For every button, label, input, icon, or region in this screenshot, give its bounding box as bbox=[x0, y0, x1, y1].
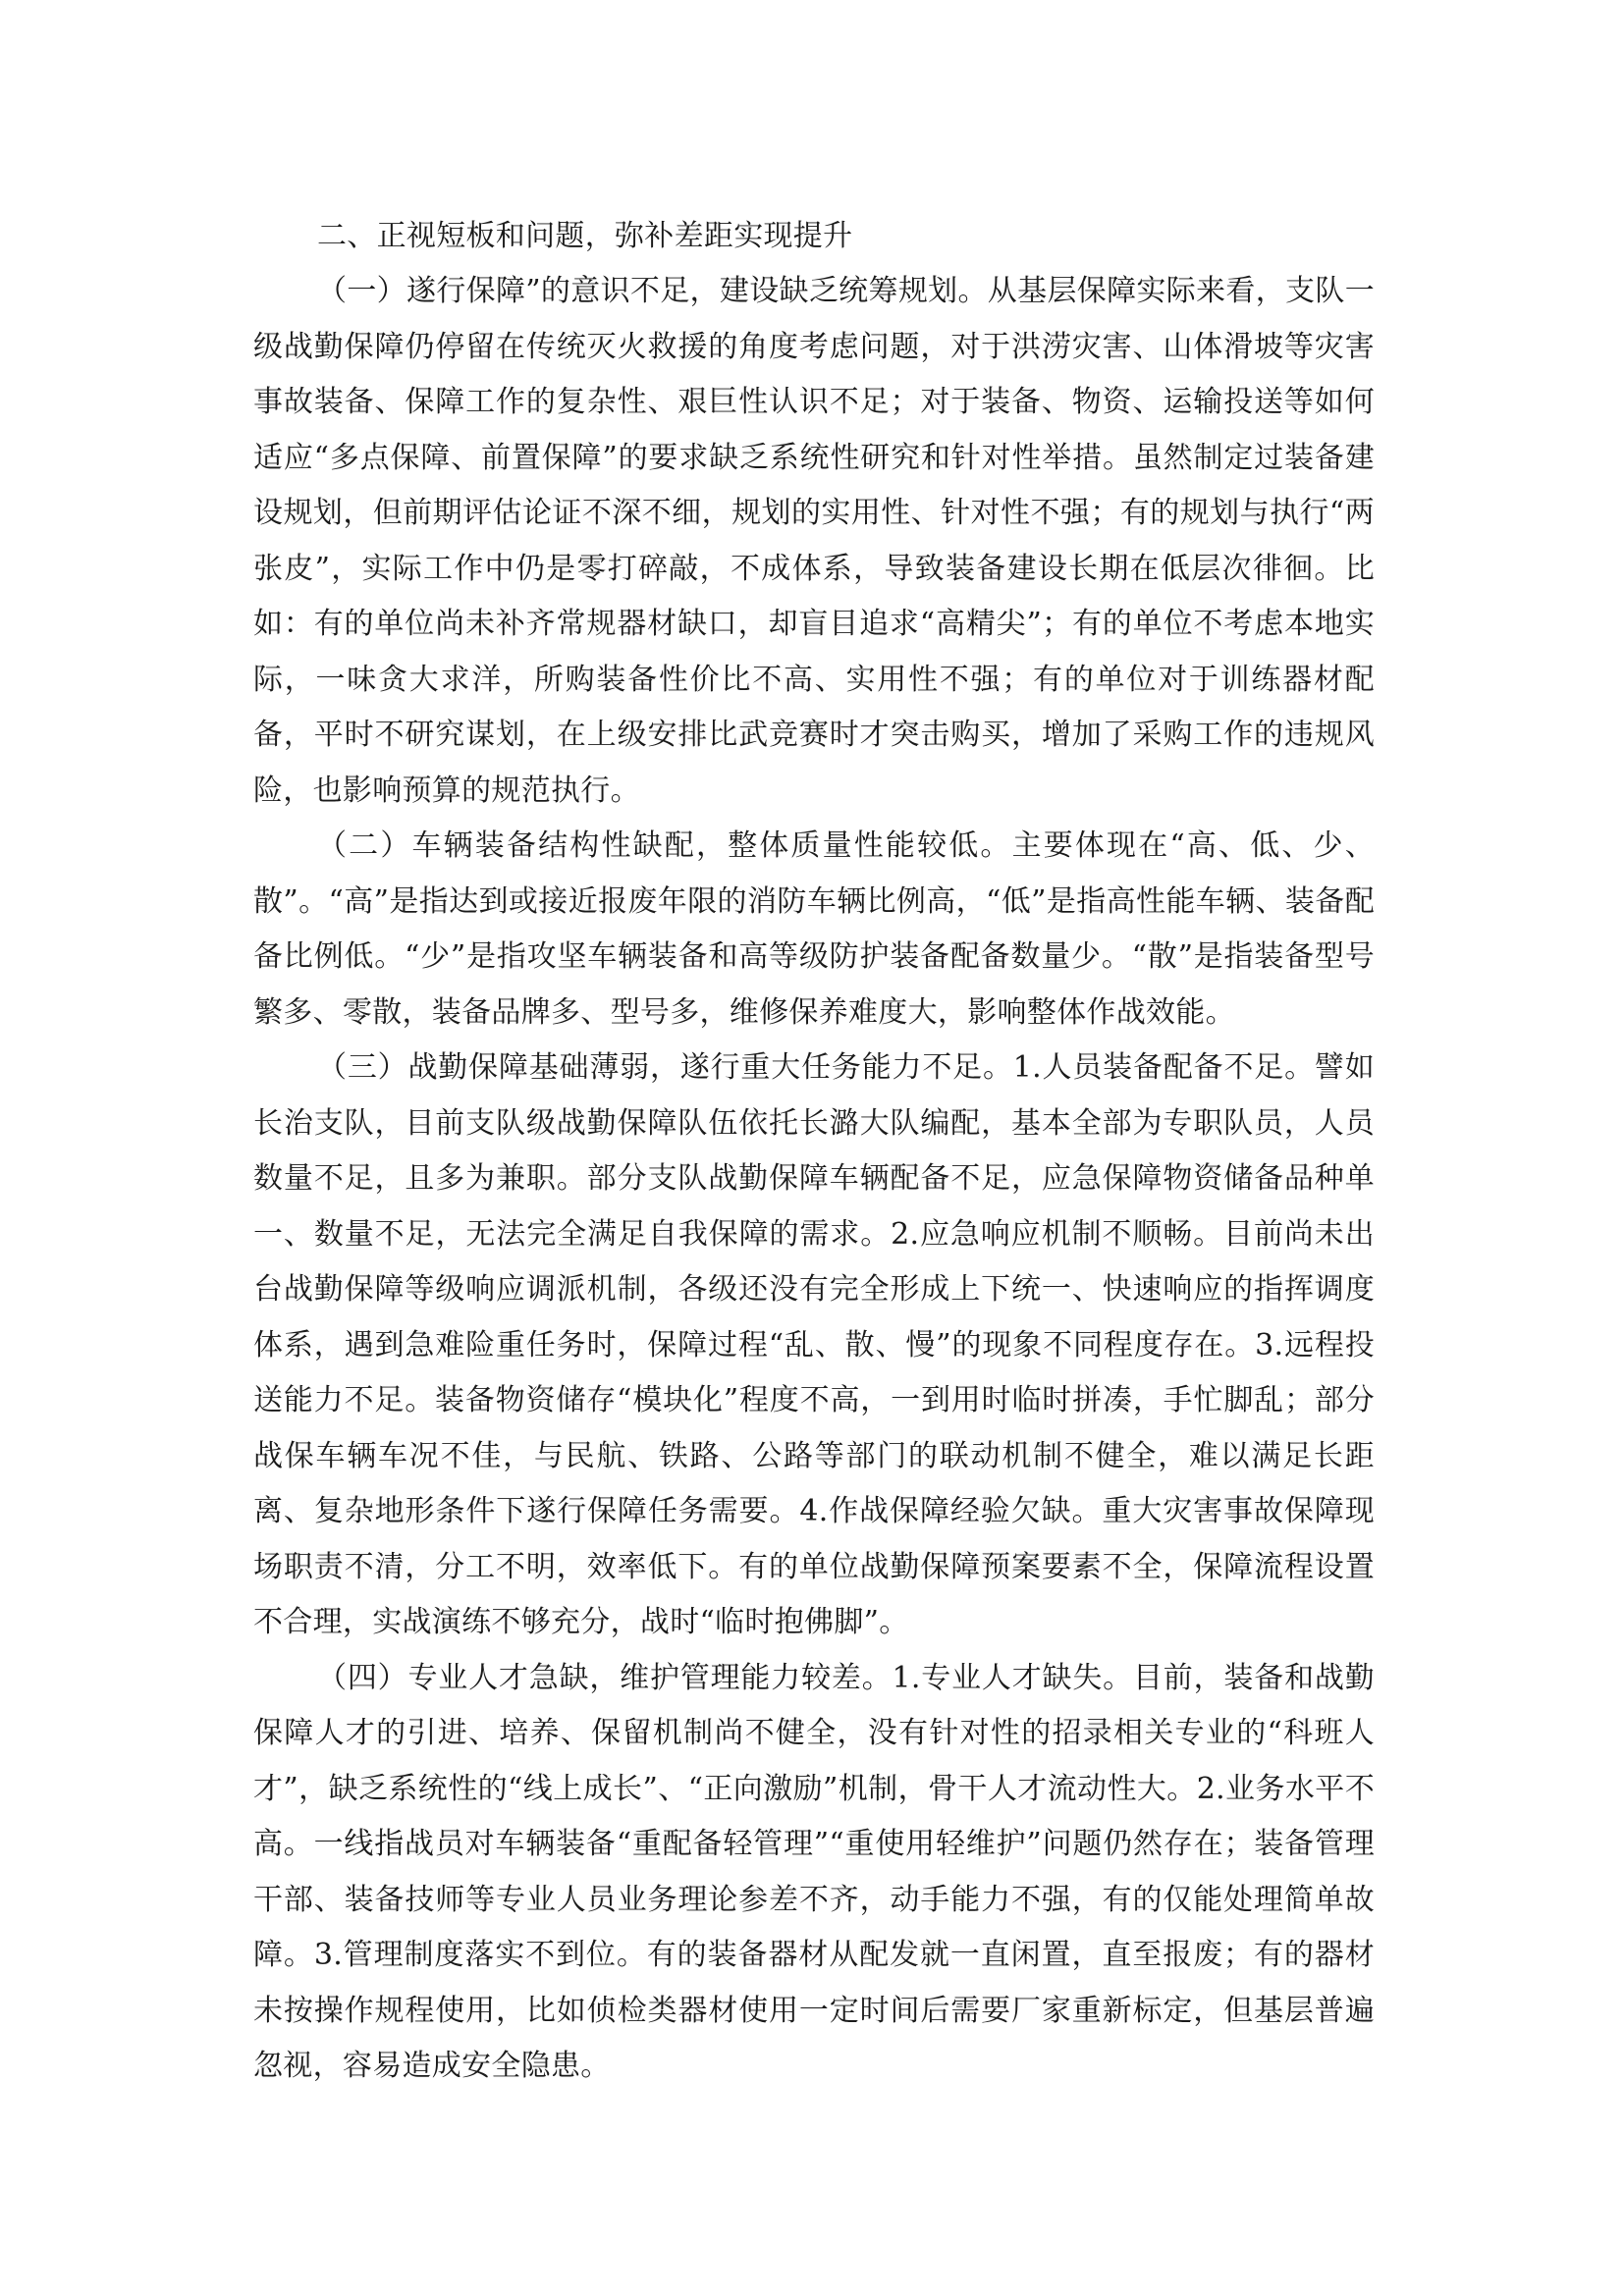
paragraph-3: （三）战勤保障基础薄弱，遂行重大任务能力不足。1.人员装备配备不足。譬如长治支队，目前支队级战勤保障队伍依托长潞大队编配，基本全部为专职队员，人员数量不足，且多为兼职。部分支队战勤保障车辆配备不足，应急保障物资储备品种单一、数量不足，无法完全满足自我保障的需求。2.应急响应机制不顺畅。目前尚未出台战勤保障等级响应调派机制，各级还没有完全形成上下统一、快速响应的指挥调度体系，遇到急难险重任务时，保障过程“乱、散、慢”的现象不同程度存在。3.远程投送能力不足。装备物资储存“模块化”程度不高，一到用时临时拼凑，手忙脚乱；部分战保车辆车况不佳，与民航、铁路、公路等部门的联动机制不健全，难以满足长距离、复杂地形条件下遂行保障任务需要。4.作战保障经验欠缺。重大灾害事故保障现场职责不清，分工不明，效率低下。有的单位战勤保障预案要素不全，保障流程设置不合理，实战演练不够充分，战时“临时抱佛脚”。 bbox=[253, 1050, 1375, 1639]
paragraph-2: （二）车辆装备结构性缺配，整体质量性能较低。主要体现在“高、低、少、散”。“高”是指达到或接近报废年限的消防车辆比例高，“低”是指高性能车辆、装备配备比例低。“少”是指攻坚车辆装备和高等级防护装备配备数量少。“散”是指装备型号繁多、零散，装备品牌多、型号多，维修保养难度大，影响整体作战效能。 bbox=[253, 828, 1375, 1030]
section-heading: 二、正视短板和问题，弥补差距实现提升 bbox=[317, 219, 853, 253]
document-body bbox=[253, 208, 1375, 2095]
paragraph-1: （一）遂行保障”的意识不足，建设缺乏统筹规划。从基层保障实际来看，支队一级战勤保障仍停留在传统灭火救援的角度考虑问题，对于洪涝灾害、山体滑坡等灾害事故装备、保障工作的复杂性、艰巨性认识不足；对于装备、物资、运输投送等如何适应“多点保障、前置保障”的要求缺乏系统性研究和针对性举措。虽然制定过装备建设规划，但前期评估论证不深不细，规划的实用性、针对性不强；有的规划与执行“两张皮”，实际工作中仍是零打碎敲，不成体系，导致装备建设长期在低层次徘徊。比如：有的单位尚未补齐常规器材缺口，却盲目追求“高精尖”；有的单位不考虑本地实际，一味贪大求洋，所购装备性价比不高、实用性不强；有的单位对于训练器材配备，平时不研究谋划，在上级安排比武竞赛时才突击购买，增加了采购工作的违规风险，也影响预算的规范执行。 bbox=[253, 274, 1375, 808]
paragraph-4: （四）专业人才急缺，维护管理能力较差。1.专业人才缺失。目前，装备和战勤保障人才的引进、培养、保留机制尚不健全，没有针对性的招录相关专业的“科班人才”，缺乏系统性的“线上成长”、“正向激励”机制，骨干人才流动性大。2.业务水平不高。一线指战员对车辆装备“重配备轻管理”“重使用轻维护”问题仍然存在；装备管理干部、装备技师等专业人员业务理论参差不齐，动手能力不强，有的仅能处理简单故障。3.管理制度落实不到位。有的装备器材从配发就一直闲置，直至报废；有的器材未按操作规程使用，比如侦检类器材使用一定时间后需要厂家重新标定，但基层普遍忽视，容易造成安全隐患。 bbox=[253, 1660, 1375, 2083]
